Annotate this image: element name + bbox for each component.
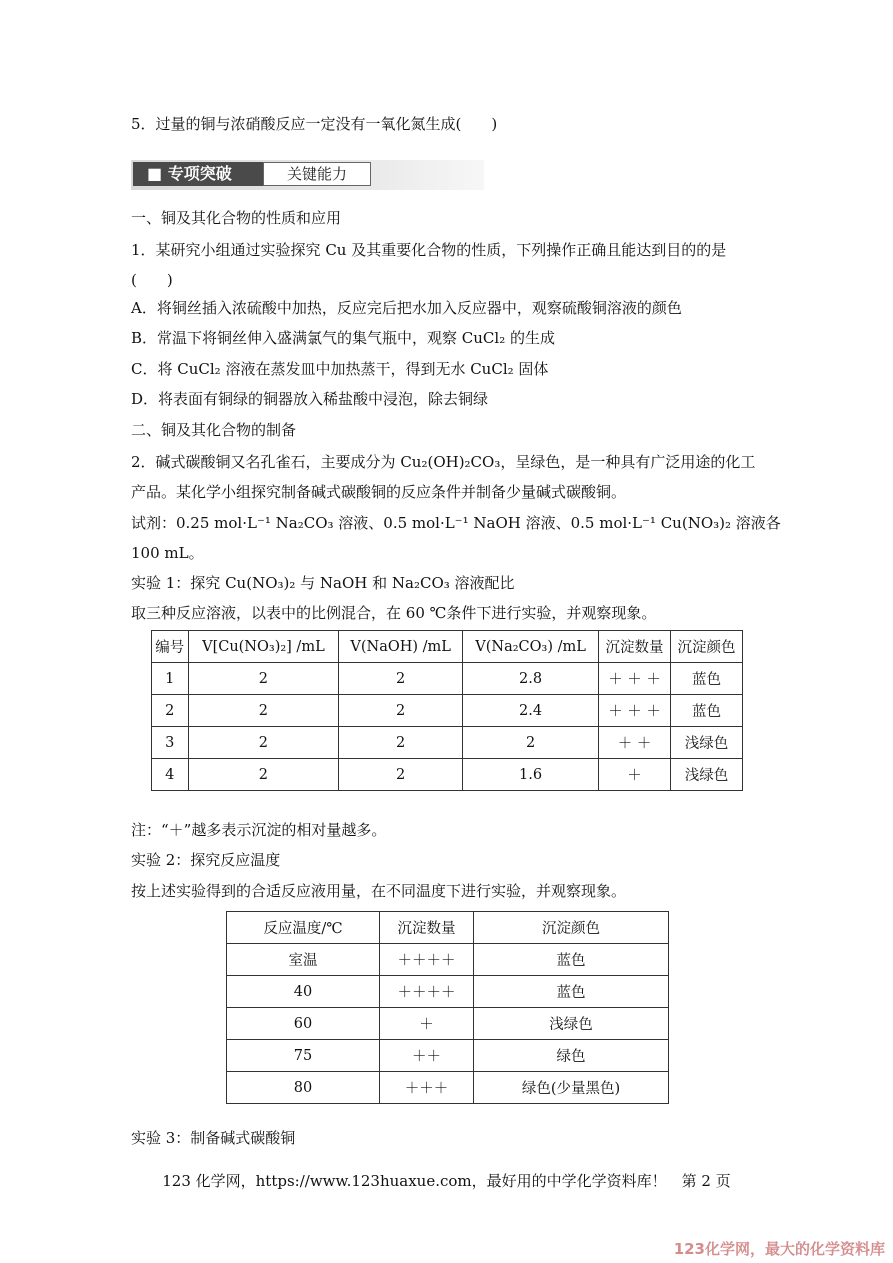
option-b: B．常温下将铜丝伸入盛满氯气的集气瓶中，观察 CuCl₂ 的生成 xyxy=(131,329,555,347)
table-cell: 绿色(少量黑色) xyxy=(474,1072,669,1104)
table-row xyxy=(152,727,743,759)
section-heading-2: 二、铜及其化合物的制备 xyxy=(131,421,297,439)
table-cell: 2 xyxy=(339,727,463,759)
table-cell: 蓝色 xyxy=(671,663,743,695)
table-row xyxy=(227,1008,669,1040)
table-cell: 2.4 xyxy=(463,695,599,727)
table-cell: 1.6 xyxy=(463,759,599,791)
question-5: 5．过量的铜与浓硝酸反应一定没有一氧化氮生成( ) xyxy=(131,115,498,133)
table-header-row xyxy=(152,631,743,663)
table-cell: ＋ ＋ ＋ xyxy=(599,695,671,727)
table-cell: 60 xyxy=(227,1008,380,1040)
option-a: A．将铜丝插入浓硫酸中加热，反应完后把水加入反应器中，观察硫酸铜溶液的颜色 xyxy=(131,299,682,317)
table-cell: 75 xyxy=(227,1040,380,1072)
table-cell: 绿色 xyxy=(474,1040,669,1072)
table-header: V(NaOH) /mL xyxy=(339,631,463,663)
table-row xyxy=(227,1072,669,1104)
table-cell: ＋ ＋ ＋ xyxy=(599,663,671,695)
table-header: 反应温度/℃ xyxy=(227,912,380,944)
table-cell: 2 xyxy=(339,695,463,727)
experiment-1-description: 取三种反应溶液，以表中的比例混合，在 60 ℃条件下进行实验，并观察现象。 xyxy=(131,604,657,622)
table-cell: 2.8 xyxy=(463,663,599,695)
table-cell: 2 xyxy=(188,727,339,759)
watermark: 123化学网，最大的化学资料库 xyxy=(673,1240,885,1258)
table-cell: 2 xyxy=(463,727,599,759)
table-row xyxy=(152,663,743,695)
section-banner xyxy=(131,160,484,190)
banner-subtitle: 关键能力 xyxy=(263,162,371,186)
table-cell: 2 xyxy=(339,663,463,695)
table-header: V[Cu(NO₃)₂] /mL xyxy=(188,631,339,663)
reagents-line-2: 100 mL。 xyxy=(131,544,204,562)
table-cell: ＋ ＋ xyxy=(599,727,671,759)
question-2-stem-2: 产品。某化学小组探究制备碱式碳酸铜的反应条件并制备少量碱式碳酸铜。 xyxy=(131,483,627,501)
table-header-row xyxy=(227,912,669,944)
table-cell: 80 xyxy=(227,1072,380,1104)
table-cell: 浅绿色 xyxy=(671,759,743,791)
table-cell: 浅绿色 xyxy=(671,727,743,759)
table-cell: 2 xyxy=(152,695,189,727)
table-cell: ＋＋＋＋ xyxy=(380,944,474,976)
table-cell: 2 xyxy=(188,759,339,791)
table-cell: 2 xyxy=(339,759,463,791)
question-1-blank: ( ) xyxy=(131,271,173,289)
experiment-1-title: 实验 1：探究 Cu(NO₃)₂ 与 NaOH 和 Na₂CO₃ 溶液配比 xyxy=(131,574,515,592)
temperature-table xyxy=(226,911,669,1104)
table-cell: 浅绿色 xyxy=(474,1008,669,1040)
table-row xyxy=(227,944,669,976)
table-row xyxy=(227,976,669,1008)
table-header: 沉淀颜色 xyxy=(474,912,669,944)
option-c: C．将 CuCl₂ 溶液在蒸发皿中加热蒸干，得到无水 CuCl₂ 固体 xyxy=(131,360,549,378)
table-cell: ＋＋＋ xyxy=(380,1072,474,1104)
table-header: 编号 xyxy=(152,631,189,663)
table-header: 沉淀数量 xyxy=(380,912,474,944)
reagents-line-1: 试剂：0.25 mol·L⁻¹ Na₂CO₃ 溶液、0.5 mol·L⁻¹ NaOH 溶液、0.5 mol·L⁻¹ Cu(NO₃)₂ 溶液各 xyxy=(131,514,781,532)
table-cell: 蓝色 xyxy=(671,695,743,727)
table-cell: 室温 xyxy=(227,944,380,976)
option-d: D．将表面有铜绿的铜器放入稀盐酸中浸泡，除去铜绿 xyxy=(131,390,489,408)
banner-title: ■ 专项突破 xyxy=(133,162,263,186)
table-cell: 2 xyxy=(188,663,339,695)
table-cell: ＋ xyxy=(599,759,671,791)
ratio-table xyxy=(151,630,743,791)
page-footer: 123 化学网，https://www.123huaxue.com，最好用的中学化学资料库！ 第 2 页 xyxy=(162,1172,731,1190)
table-cell: ＋ xyxy=(380,1008,474,1040)
experiment-3-title: 实验 3：制备碱式碳酸铜 xyxy=(131,1129,296,1147)
table-cell: 4 xyxy=(152,759,189,791)
table-header: V(Na₂CO₃) /mL xyxy=(463,631,599,663)
experiment-2-description: 按上述实验得到的合适反应液用量，在不同温度下进行实验，并观察现象。 xyxy=(131,882,627,900)
table-cell: 1 xyxy=(152,663,189,695)
banner-left-label: 专项突破 xyxy=(167,164,232,183)
table-cell: 2 xyxy=(188,695,339,727)
table-row xyxy=(152,695,743,727)
table-header: 沉淀数量 xyxy=(599,631,671,663)
table-cell: 蓝色 xyxy=(474,944,669,976)
table-cell: 蓝色 xyxy=(474,976,669,1008)
question-2-stem-1: 2．碱式碳酸铜又名孔雀石，主要成分为 Cu₂(OH)₂CO₃，呈绿色，是一种具有广泛用途的化工 xyxy=(131,453,756,471)
table-cell: 40 xyxy=(227,976,380,1008)
table-note: 注：“＋”越多表示沉淀的相对量越多。 xyxy=(131,821,387,839)
table-row xyxy=(152,759,743,791)
table-cell: 3 xyxy=(152,727,189,759)
experiment-2-title: 实验 2：探究反应温度 xyxy=(131,851,281,869)
table-cell: ＋＋ xyxy=(380,1040,474,1072)
section-heading-1: 一、铜及其化合物的性质和应用 xyxy=(131,209,342,227)
question-1-stem: 1．某研究小组通过实验探究 Cu 及其重要化合物的性质，下列操作正确且能达到目的的是 xyxy=(131,241,727,259)
table-row xyxy=(227,1040,669,1072)
table-cell: ＋＋＋＋ xyxy=(380,976,474,1008)
table-header: 沉淀颜色 xyxy=(671,631,743,663)
